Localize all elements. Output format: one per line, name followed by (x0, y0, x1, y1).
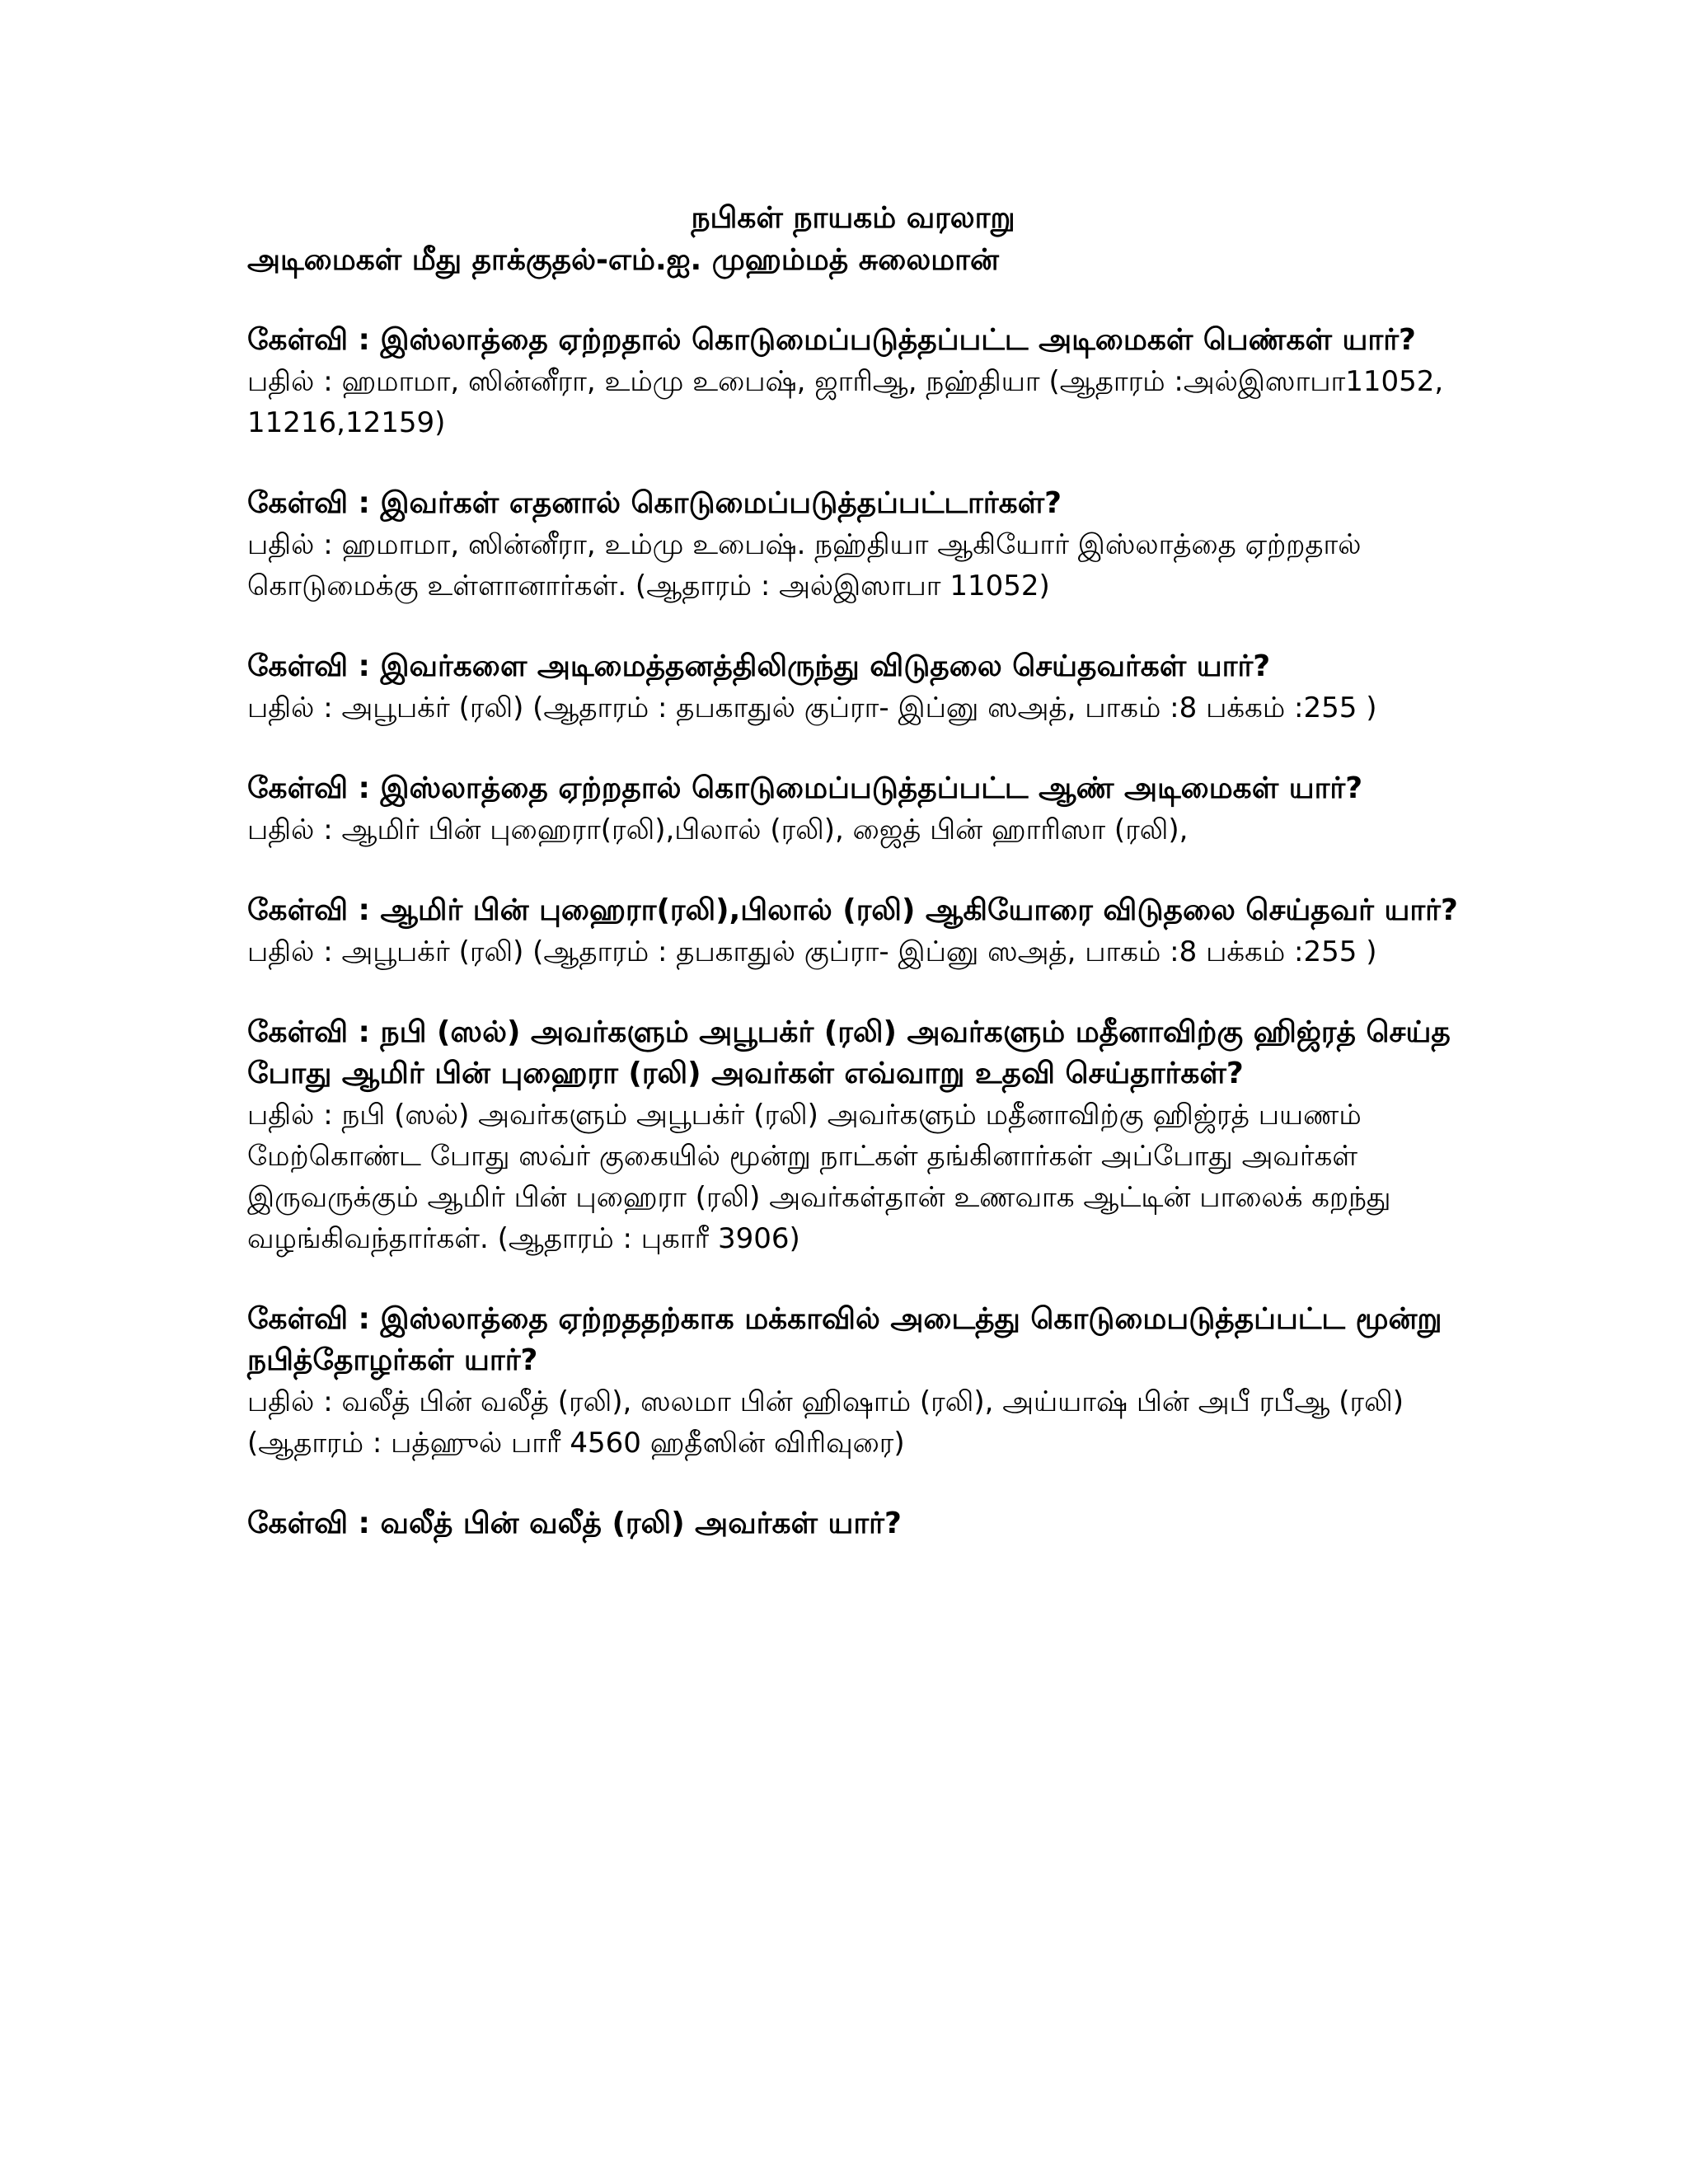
qa-item (247, 1299, 1459, 1464)
question: கேள்வி : இஸ்லாத்தை ஏற்றதால் கொடுமைப்படுத்தப்பட்ட அடிமைகள் பெண்கள் யார்? (247, 323, 1416, 357)
answer: பதில் : நபி (ஸல்) அவர்களும் அபூபக்ர் (ரலி) அவர்களும் மதீனாவிற்கு ஹிஜ்ரத் பயணம் மேற்கொண்ட போது ஸவ்ர் குகையில் மூன்று நாட்கள் தங்கினார்கள் அப்போது அவர்கள் இருவருக்கும் ஆமிர் பின் புஹைரா (ரலி) அவர்கள்தான் உணவாக ஆட்டின் பாலைக் கறந்து வழங்கிவந்தார்கள். (ஆதாரம் : புகாரீ 3906) (247, 1099, 1391, 1255)
question: கேள்வி : ஆமிர் பின் புஹைரா(ரலி),பிலால் (ரலி) ஆகியோரை விடுதலை செய்தவர் யார்? (247, 893, 1458, 927)
question: கேள்வி : நபி (ஸல்) அவர்களும் அபூபக்ர் (ரலி) அவர்களும் மதீனாவிற்கு ஹிஜ்ரத் செய்த போது ஆமிர் பின் புஹைரா (ரலி) அவர்கள் எவ்வாறு உதவி செய்தார்கள்? (247, 1015, 1451, 1090)
qa-item (247, 483, 1459, 607)
document-page (247, 198, 1459, 1584)
qa-item (247, 646, 1459, 729)
question: கேள்வி : இஸ்லாத்தை ஏற்றததற்காக மக்காவில் அடைத்து கொடுமைபடுத்தப்பட்ட மூன்று நபித்தோழர்கள் யார்? (247, 1302, 1442, 1377)
page-subtitle: அடிமைகள் மீது தாக்குதல்-எம்.ஐ. முஹம்மத் சுலைமான் (247, 243, 999, 277)
question: கேள்வி : வலீத் பின் வலீத் (ரலி) அவர்கள் யார்? (247, 1507, 902, 1540)
qa-item (247, 890, 1459, 972)
answer: பதில் : அபூபக்ர் (ரலி) (ஆதாரம் : தபகாதுல் குப்ரா- இப்னு ஸஅத், பாகம் :8 பக்கம் :255 ) (247, 935, 1377, 968)
question: கேள்வி : இவர்கள் எதனால் கொடுமைப்படுத்தப்பட்டார்கள்? (247, 486, 1062, 520)
qa-item (247, 1012, 1459, 1259)
answer: பதில் : ஹமாமா, ஸின்னீரா, உம்மு உபைஷ். நஹ்தியா ஆகியோர் இஸ்லாத்தை ஏற்றதால் கொடுமைக்கு உள்ளானார்கள். (ஆதாரம் : அல்இஸாபா 11052) (247, 528, 1362, 602)
page-title: நபிகள் நாயகம் வரலாறு (691, 201, 1015, 235)
qa-item (247, 1503, 1459, 1544)
answer: பதில் : ஆமிர் பின் புஹைரா(ரலி),பிலால் (ரலி), ஜைத் பின் ஹாரிஸா (ரலி), (247, 813, 1189, 846)
answer: பதில் : அபூபக்ர் (ரலி) (ஆதாரம் : தபகாதுல் குப்ரா- இப்னு ஸஅத், பாகம் :8 பக்கம் :255 ) (247, 691, 1377, 724)
qa-item (247, 320, 1459, 443)
qa-item (247, 768, 1459, 851)
question: கேள்வி : இஸ்லாத்தை ஏற்றதால் கொடுமைப்படுத்தப்பட்ட ஆண் அடிமைகள் யார்? (247, 771, 1363, 805)
answer: பதில் : ஹமாமா, ஸின்னீரா, உம்மு உபைஷ், ஜாரிஆ, நஹ்தியா (ஆதாரம் :அல்இஸாபா11052, 11216,12159) (247, 365, 1444, 439)
question: கேள்வி : இவர்களை அடிமைத்தனத்திலிருந்து விடுதலை செய்தவர்கள் யார்? (247, 649, 1271, 683)
answer: பதில் : வலீத் பின் வலீத் (ரலி), ஸலமா பின் ஹிஷாம் (ரலி), அய்யாஷ் பின் அபீ ரபீஆ (ரலி) (ஆதாரம் : பத்ஹுல் பாரீ 4560 ஹதீஸின் விரிவுரை) (247, 1385, 1404, 1460)
